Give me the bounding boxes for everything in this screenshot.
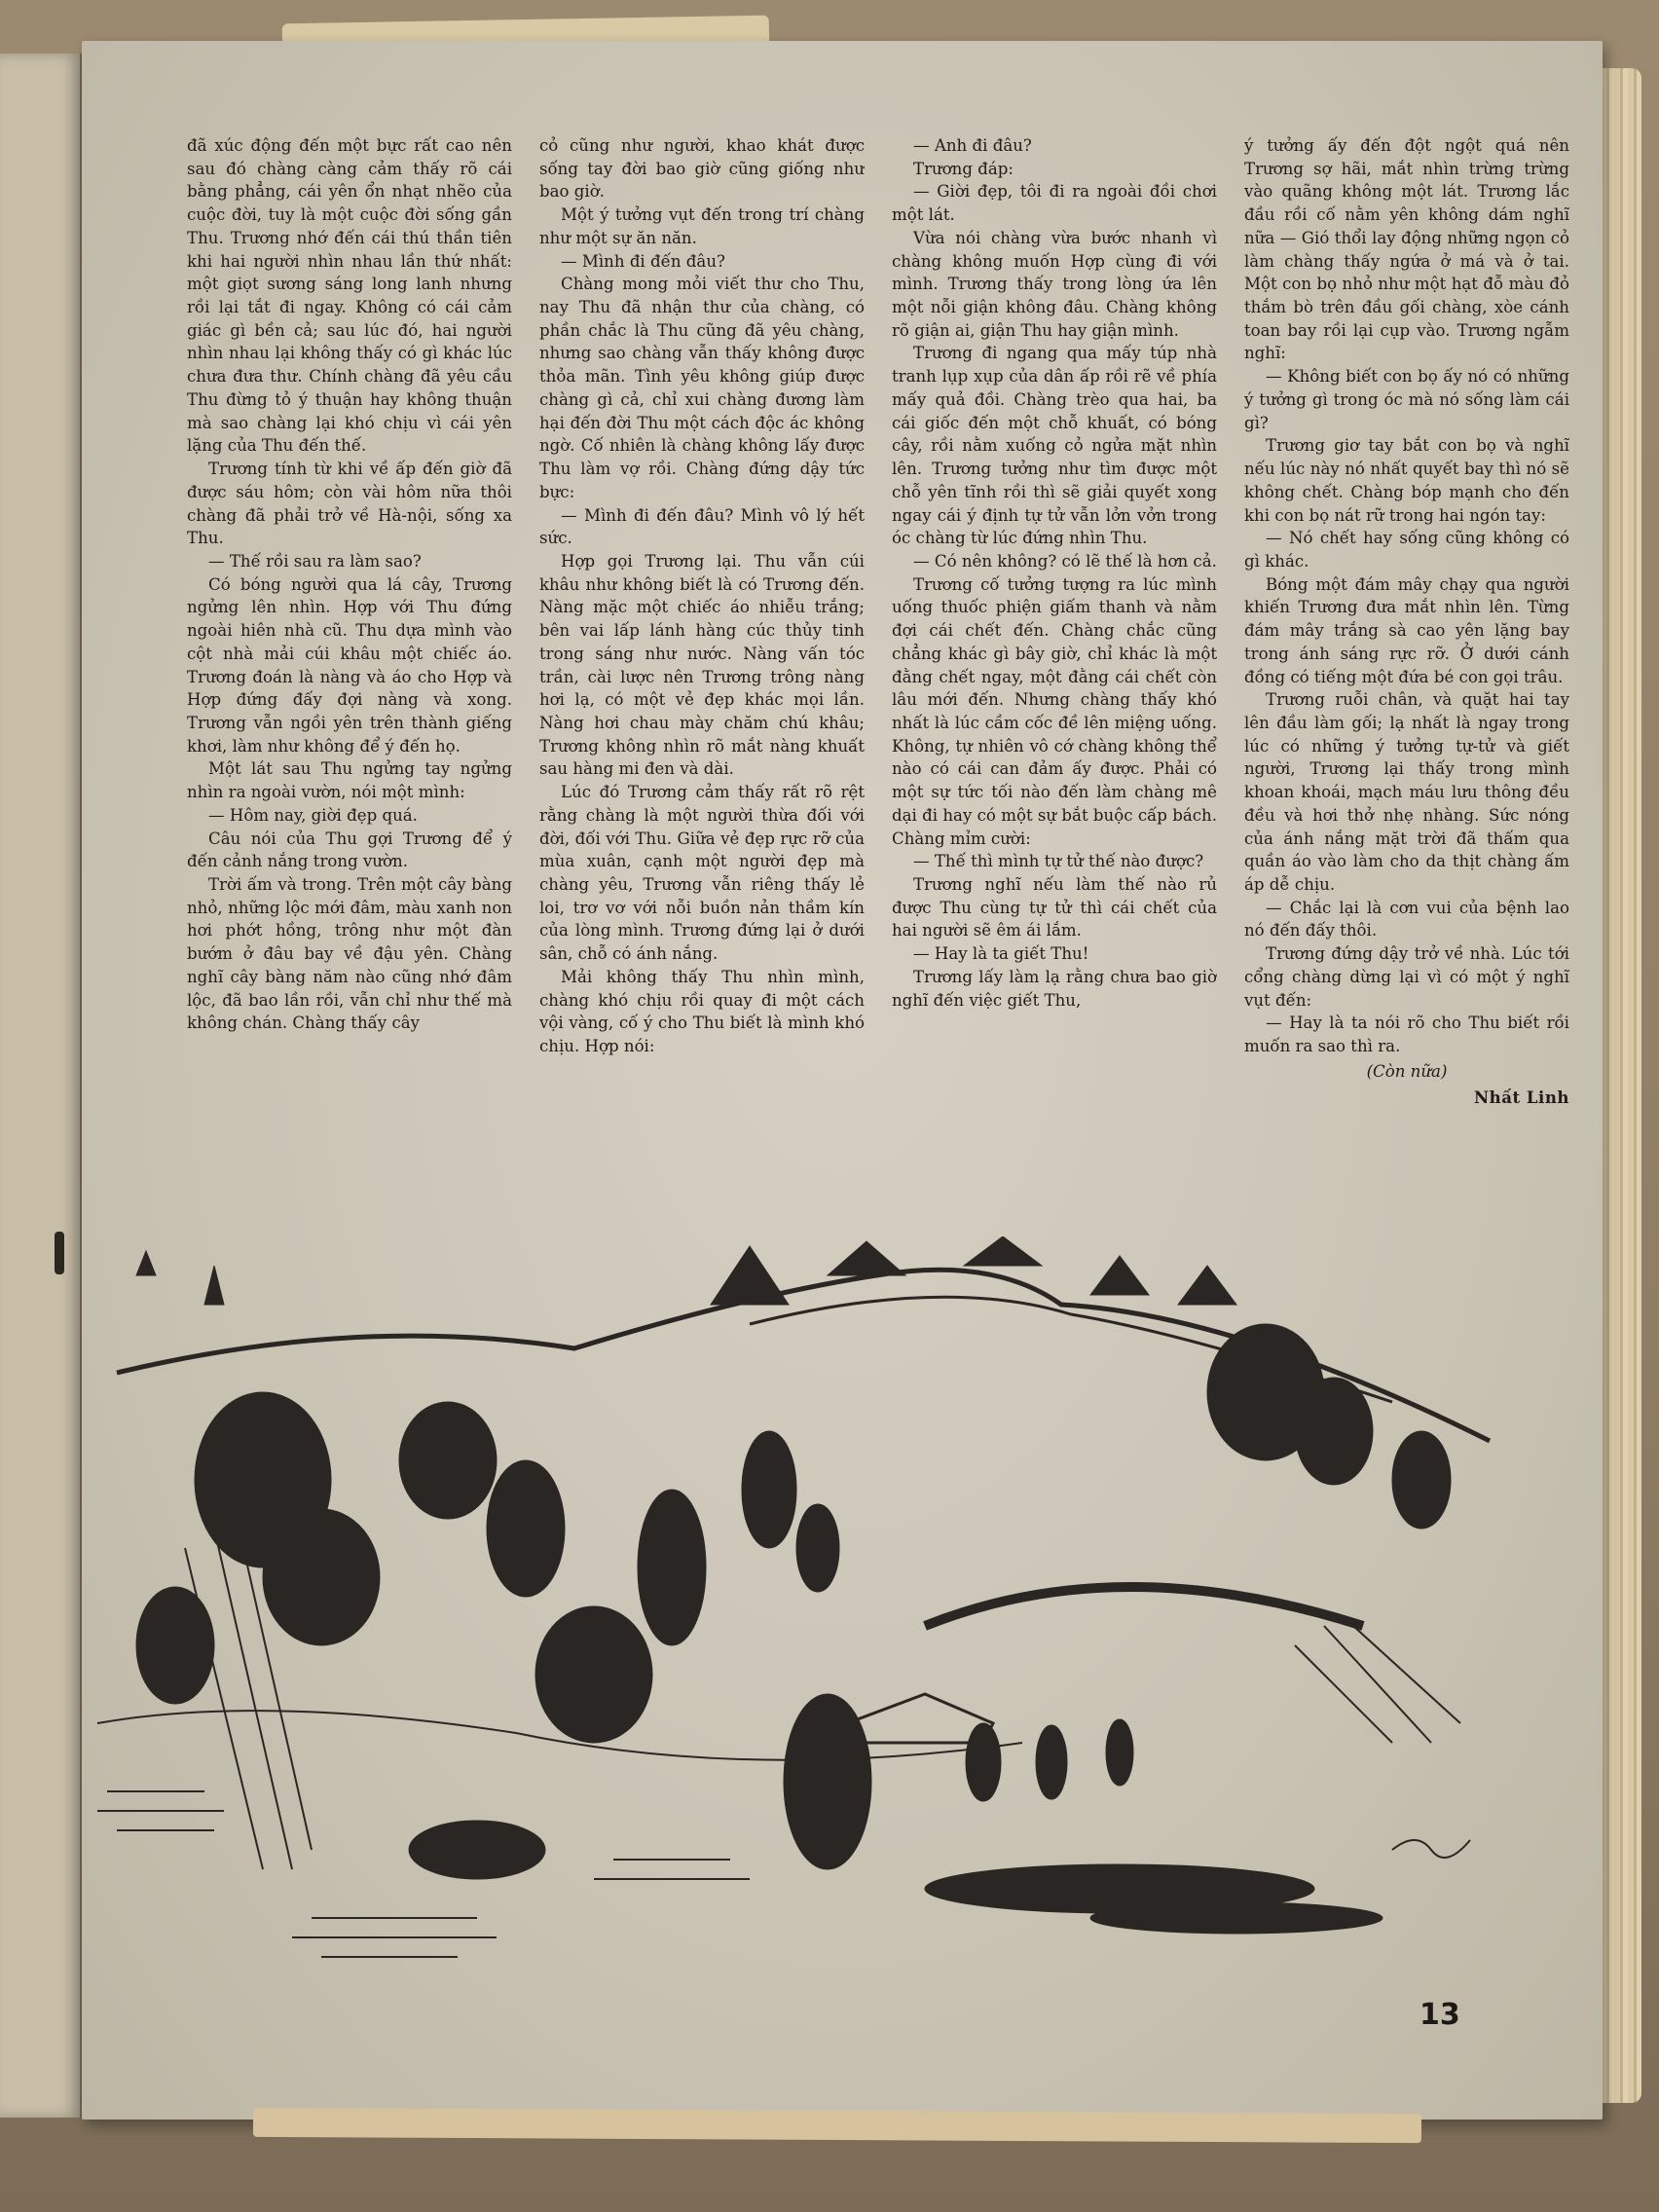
paragraph: Chàng mong mỏi viết thư cho Thu, nay Thu đã nhận thư của chàng, có phần chắc là Thu cũng đã yêu chàng, nhưng sao chàng vẫn thấy không được thỏa mãn. Tình yêu không giúp được chàng gì cả, chỉ xui chàng đương làm hại đến đời Thu một cách độc ác không ngờ. Cố nhiên là chàng không lấy được Thu làm vợ rồi. Chàng đứng dậy tức bực: xyxy=(539,275,865,501)
paragraph: Trương tính từ khi về ấp đến giờ đã được sáu hôm; còn vài hôm nữa thôi chàng đã phải trở về Hà-nội, sống xa Thu. xyxy=(187,460,512,548)
binder-hole xyxy=(55,1232,64,1274)
paragraph: — Hay là ta giết Thu! xyxy=(913,944,1089,964)
column-1 xyxy=(187,134,512,1312)
paragraph: — Thế thì mình tự tử thế nào được? xyxy=(913,852,1204,871)
paragraph: — Hôm nay, giời đẹp quá. xyxy=(208,805,418,825)
paragraph: Có bóng người qua lá cây, Trương ngửng lên nhìn. Hợp với Thu đứng ngoài hiên nhà cũ. Thu dựa mình vào cột nhà mải cúi khâu một chiếc áo. Trương đoán là nàng và áo cho Hợp và Hợp đứng đấy đợi nàng và xong. Trương vẫn ngồi yên trên thành giếng khơi, làm như không để ý đến họ. xyxy=(187,574,512,756)
page-number: 13 xyxy=(1419,1998,1460,2032)
paragraph: — Chắc lại là cơn vui của bệnh lao nó đến đấy thôi. xyxy=(1244,898,1569,940)
paragraph: — Giời đẹp, tôi đi ra ngoài đồi chơi một lát. xyxy=(892,182,1217,225)
column-3 xyxy=(892,134,1217,1312)
paragraph: ý tưởng ấy đến đột ngột quá nên Trương sợ hãi, mắt nhìn trừng trừng vào quãng không một lát. Trương lắc đầu rồi cố nằm yên không dám nghĩ nữa — Gió thổi lay động những ngọn cỏ làm chàng thấy ngứa ở má và ở tai. Một con bọ nhỏ như một hạt đỗ màu đỏ thắm bò trên đầu gối chàng, xòe cánh toan bay rồi lại cụp vào. Trương ngẫm nghĩ: xyxy=(1244,136,1569,363)
paragraph: đã xúc động đến một bực rất cao nên sau đó chàng càng cảm thấy rõ cái bằng phẳng, cái yên ổn nhạt nhẽo của cuộc đời, tuy là một cuộc đời sống gần Thu. Trương nhớ đến cái thú thần tiên khi hai người nhìn nhau lần thứ nhất: một giọt sương sáng long lanh nhưng rồi lại tắt đi ngay. Không có cái cảm giác gì bền cả; sau lúc đó, hai người nhìn nhau lại không thấy có gì khác lúc chưa đưa thư. Chính chàng đã yêu cầu Thu đừng tỏ ý thuận hay không thuận mà sao chàng lại khó chịu vì cái yên lặng của Thu đến thế. xyxy=(187,136,512,456)
paragraph: — Nó chết hay sống cũng không có gì khác. xyxy=(1244,529,1569,571)
author-name: Nhất Linh xyxy=(1473,1088,1569,1108)
paragraph: Trương giơ tay bắt con bọ và nghĩ nếu lúc này nó nhất quyết bay thì nó sẽ không chết. Chàng bóp mạnh cho đến khi con bọ nát rữ trong hai ngón tay: xyxy=(1244,436,1569,525)
column-4 xyxy=(1244,134,1569,1312)
paragraph: Hợp gọi Trương lại. Thu vẫn cúi khâu như không biết là có Trương đến. Nàng mặc một chiếc áo nhiễu trắng; bên vai lấp lánh hàng cúc thủy tinh trong sáng như nước. Nàng vấn tóc trần, cài lược nên Trương trông nàng hơi lạ, có một vẻ đẹp khác mọi lần. Nàng hơi chau mày chăm chú khâu; Trương không nhìn rõ mắt nàng khuất sau hàng mi đen và dài. xyxy=(539,551,865,779)
paragraph: Trương ruỗi chân, và quặt hai tay lên đầu làm gối; lạ nhất là ngay trong lúc có những ý tưởng tự-tử và giết người, Trương lại thấy trong mình khoan khoái, mạch máu lưu thông đều đều và hơi thở nhẹ nhàng. Sức nóng của ánh nắng mặt trời đã thấm qua quần áo vào làm cho da thịt chàng ấm áp dễ chịu. xyxy=(1244,690,1569,894)
paragraph: Trương đứng dậy trở về nhà. Lúc tới cổng chàng dừng lại vì có một ý nghĩ vụt đến: xyxy=(1244,944,1569,1010)
paragraph: Mải không thấy Thu nhìn mình, chàng khó chịu rồi quay đi một cách vội vàng, cố ý cho Thu biết là mình khó chịu. Hợp nói: xyxy=(539,967,865,1056)
paragraph: cỏ cũng như người, khao khát được sống tay đời bao giờ cũng giống như bao giờ. xyxy=(539,136,865,202)
paragraph: — Có nên không? có lẽ thế là hơn cả. xyxy=(913,551,1217,571)
text-columns xyxy=(187,134,1569,1312)
woodcut-landscape-illustration xyxy=(68,1236,1529,1976)
column-2 xyxy=(539,134,865,1312)
paragraph: Câu nói của Thu gợi Trương để ý đến cảnh nắng trong vườn. xyxy=(187,829,512,871)
paragraph: Một ý tưởng vụt đến trong trí chàng như một sự ăn năn. xyxy=(539,205,865,247)
paragraph: — Hay là ta nói rõ cho Thu biết rồi muốn ra sao thì ra. xyxy=(1244,1014,1569,1056)
paragraph: Lúc đó Trương cảm thấy rất rõ rệt rằng chàng là một người thừa đối với đời, đối với Thu. Giữa vẻ đẹp rực rỡ của mùa xuân, cạnh một người đẹp mà chàng yêu, Trương vẫn riêng thấy lẻ loi, trơ vơ với nỗi buồn nản thầm kín của lòng mình. Trương đứng lại ở dưới sân, chỗ có ánh nắng. xyxy=(539,783,865,964)
paragraph: Trương lấy làm lạ rằng chưa bao giờ nghĩ đến việc giết Thu, xyxy=(892,967,1217,1010)
paragraph: Một lát sau Thu ngửng tay ngửng nhìn ra ngoài vườn, nói một mình: xyxy=(187,759,512,802)
paragraph: Bóng một đám mây chạy qua người khiến Trương đưa mắt nhìn lên. Từng đám mây trắng sà cao yên lặng bay trong ánh sáng rực rỡ. Ở dưới cánh đồng có tiếng một đứa bé con gọi trâu. xyxy=(1244,574,1569,686)
paragraph: — Mình đi đến đâu? xyxy=(561,251,725,271)
paragraph: Vừa nói chàng vừa bước nhanh vì chàng không muốn Hợp cùng đi với mình. Trương thấy trong lòng ứa lên một nỗi giận không đâu. Chàng không rõ giận ai, giận Thu hay giận mình. xyxy=(892,228,1217,340)
paragraph: Trời ấm và trong. Trên một cây bàng nhỏ, những lộc mới đâm, màu xanh non hơi phớt hồng, trông như một đàn bướm ở đâu bay về đậu yên. Chàng nghĩ cây bàng năm nào cũng nhớ đâm lộc, đã bao lần rồi, vẫn chỉ như thế mà không chán. Chàng thấy cây xyxy=(187,875,512,1033)
torn-page-bottom xyxy=(253,2108,1421,2143)
paragraph: Trương nghĩ nếu làm thế nào rủ được Thu cùng tự tử thì cái chết của hai người sẽ êm ái lắm. xyxy=(892,875,1217,940)
paragraph: Trương đi ngang qua mấy túp nhà tranh lụp xụp của dân ấp rồi rẽ về phía mấy quả đồi. Chàng trèo qua hai, ba cái giốc đến một chỗ khuất, có bóng cây, rồi nằm xuống cỏ ngửa mặt nhìn lên. Trương tưởng như tìm được một chỗ yên tĩnh rồi thì sẽ giải quyết xong ngay cái ý định tự tử vẫn lởn vởn trong óc chàng từ lúc đứng nhìn Thu. xyxy=(892,344,1217,548)
paragraph: — Không biết con bọ ấy nó có những ý tưởng gì trong óc mà nó sống làm cái gì? xyxy=(1244,367,1569,432)
paragraph: — Thế rồi sau ra làm sao? xyxy=(208,551,422,571)
paragraph: — Mình đi đến đâu? Mình vô lý hết sức. xyxy=(539,505,865,548)
continued-note: (Còn nữa) xyxy=(1366,1061,1448,1081)
paragraph: Trương cố tưởng tượng ra lúc mình uống thuốc phiện giấm thanh và nằm đợi cái chết đến. Chàng chắc cũng chẳng khác gì bây giờ, chỉ khác là một đằng chết ngay, một đằng cái chết còn lâu mới đến. Nhưng chàng thấy khó nhất là lúc cầm cốc đề lên miệng uống. Không, tự nhiên vô cớ chàng không thể nào có cái can đảm ấy được. Phải có một sự tức tối nào đến làm chàng mê dại đi hay có một sự bắt buộc cấp bách. Chàng mỉm cười: xyxy=(892,574,1217,848)
paragraph: — Anh đi đâu? xyxy=(913,136,1032,155)
paragraph: Trương đáp: xyxy=(913,159,1014,178)
